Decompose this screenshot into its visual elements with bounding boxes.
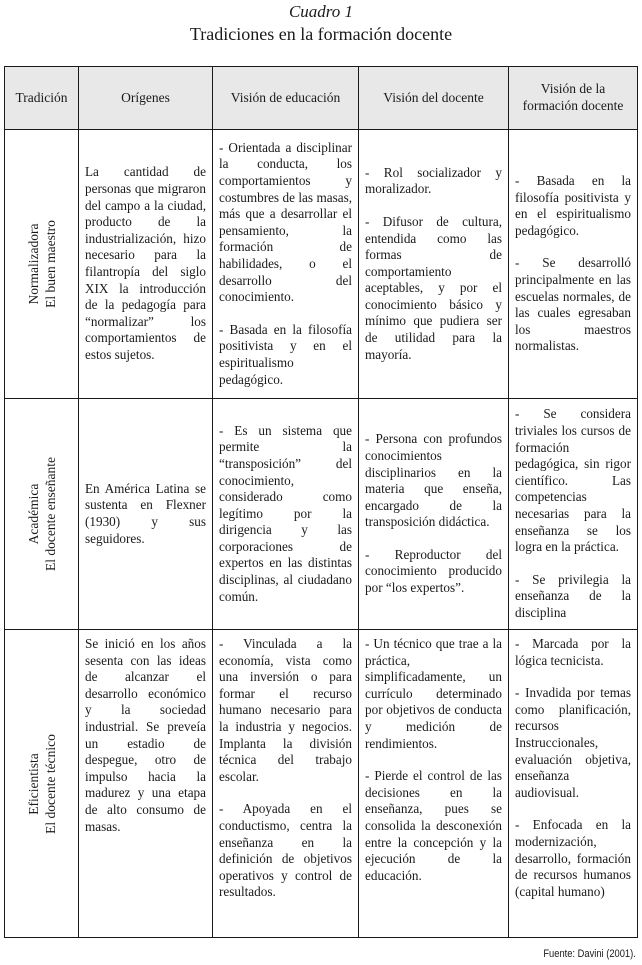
cell-paragraph: - Basada en la filosofía positivista y en el espiritualismo pedagógico. (515, 173, 631, 238)
vision-formacion-cell (509, 399, 638, 630)
cell-paragraph: - Vinculada a la economía, vista como una inversión o para formar el recurso humano necesario para la industria y negocios. Implanta la división técnica del trabajo escolar. (219, 636, 352, 784)
cell-paragraph: - Se privilegia la enseñanza de la disciplina (515, 571, 631, 620)
origenes-cell (79, 630, 213, 938)
header-vision-docente: Visión del docente (359, 67, 509, 130)
vision-formacion-cell (509, 630, 638, 938)
caption-number: Cuadro 1 (288, 2, 354, 21)
tradition-cell (5, 630, 79, 938)
cell-paragraph: - Enfocada en la modernización, desarrollo, formación de recursos humanos (capital humano) (515, 817, 631, 899)
tradition-cell (5, 130, 79, 399)
origenes-cell (79, 399, 213, 630)
tradition-subtitle: El docente enseñante (42, 457, 58, 571)
tradition-cell (5, 399, 79, 630)
cell-paragraph: - Apoyada en el conductismo, centra la enseñanza en la definición de objetivos operativos y control de resultados. (219, 801, 352, 900)
tradition-subtitle: El buen maestro (42, 220, 58, 308)
cell-paragraph: - Rol socializador y moralizador. (365, 164, 502, 197)
vision-educacion-cell (213, 399, 359, 630)
cell-paragraph: - Pierde el control de las decisiones en la enseñanza, pues se consolida la desconexión entre la concepción y la ejecución de la educación. (365, 768, 502, 883)
vision-educacion-cell (213, 630, 359, 938)
table-row (5, 630, 638, 938)
tradition-name: Académica (25, 483, 41, 545)
cell-paragraph: - Basada en la filosofía positivista y en el espiritualismo pedagógico. (219, 321, 352, 387)
header-vision-educacion: Visión de educación (213, 67, 359, 130)
tradition-name: Eficientista (25, 752, 41, 815)
cell-paragraph: - Es un sistema que permite la “transposición” del conocimiento, considerado como legítimo por la dirigencia y las corporaciones de expertos en las distintas disciplinas, al ciudadano común. (219, 422, 352, 604)
tradition-subtitle: El docente técnico (42, 733, 58, 834)
origenes-cell (79, 130, 213, 399)
table-row (5, 130, 638, 399)
table-row (5, 399, 638, 630)
vision-formacion-cell (509, 130, 638, 399)
cell-paragraph: - Orientada a disciplinar la conducta, los comportamientos y costumbres de las masas, más que a desarrollar el pensamiento, la formación de habilidades, o el desarrollo del conocimiento. (219, 139, 352, 305)
vision-docente-cell (359, 130, 509, 399)
cell-paragraph: - Invadida por temas como planificación, recursos Instruccionales, evaluación objetiva, enseñanza audiovisual. (515, 685, 631, 800)
table-header-row (5, 67, 638, 130)
vision-docente-cell (359, 630, 509, 938)
header-origenes: Orígenes (79, 67, 213, 130)
cell-paragraph: - Marcada por la lógica tecnicista. (515, 636, 631, 668)
vision-educacion-cell (213, 130, 359, 399)
cell-paragraph: - Persona con profundos conocimientos disciplinarios en la materia que enseña, encargado de la transposición didáctica. (365, 431, 502, 530)
vision-docente-cell (359, 399, 509, 630)
cell-paragraph: - Un técnico que trae a la práctica, simplificadamente, un currículo determinado por objetivos de conducta y medición de rendimientos. (365, 636, 502, 751)
cell-paragraph: La cantidad de personas que migraron del campo a la ciudad, producto de la industrialización, hizo necesario para la filantropía del siglo XIX la introducción de la pedagogía para “normalizar” los comportamientos de estos sujetos. (85, 164, 206, 362)
cell-paragraph: Se inició en los años sesenta con las ideas de alcanzar el desarrollo económico y la sociedad industrial. Se preveía un estadio de despegue, otro de impulso hacia la madurez y una etapa de alto consumo de masas. (85, 636, 206, 834)
cell-paragraph: - Difusor de cultura, entendida como las formas de comportamiento aceptables, y por el conocimiento básico y mínimo que pudiera ser de utilidad para la mayoría. (365, 213, 502, 362)
cell-paragraph: - Reproductor del conocimiento producido por “los expertos”. (365, 546, 502, 596)
header-vision-formacion: Visión de la formación docente (509, 67, 638, 130)
cell-paragraph: - Se desarrolló principalmente en las escuelas normales, de las cuales egresaban los maestros normalistas. (515, 255, 631, 354)
caption-title: Tradiciones en la formación docente (189, 24, 453, 44)
header-tradicion: Tradición (5, 67, 79, 130)
cell-paragraph: - Se considera triviales los cursos de formación pedagógica, sin rigor científico. Las competencias necesarias para la enseñanza se los logra en la práctica. (515, 406, 631, 555)
traditions-table (4, 66, 638, 938)
tradition-name: Normalizadora (25, 223, 41, 305)
cell-paragraph: En América Latina se sustenta en Flexner (1930) y sus seguidores. (85, 480, 206, 546)
source-note: Fuente: Davini (2001). (543, 948, 636, 960)
